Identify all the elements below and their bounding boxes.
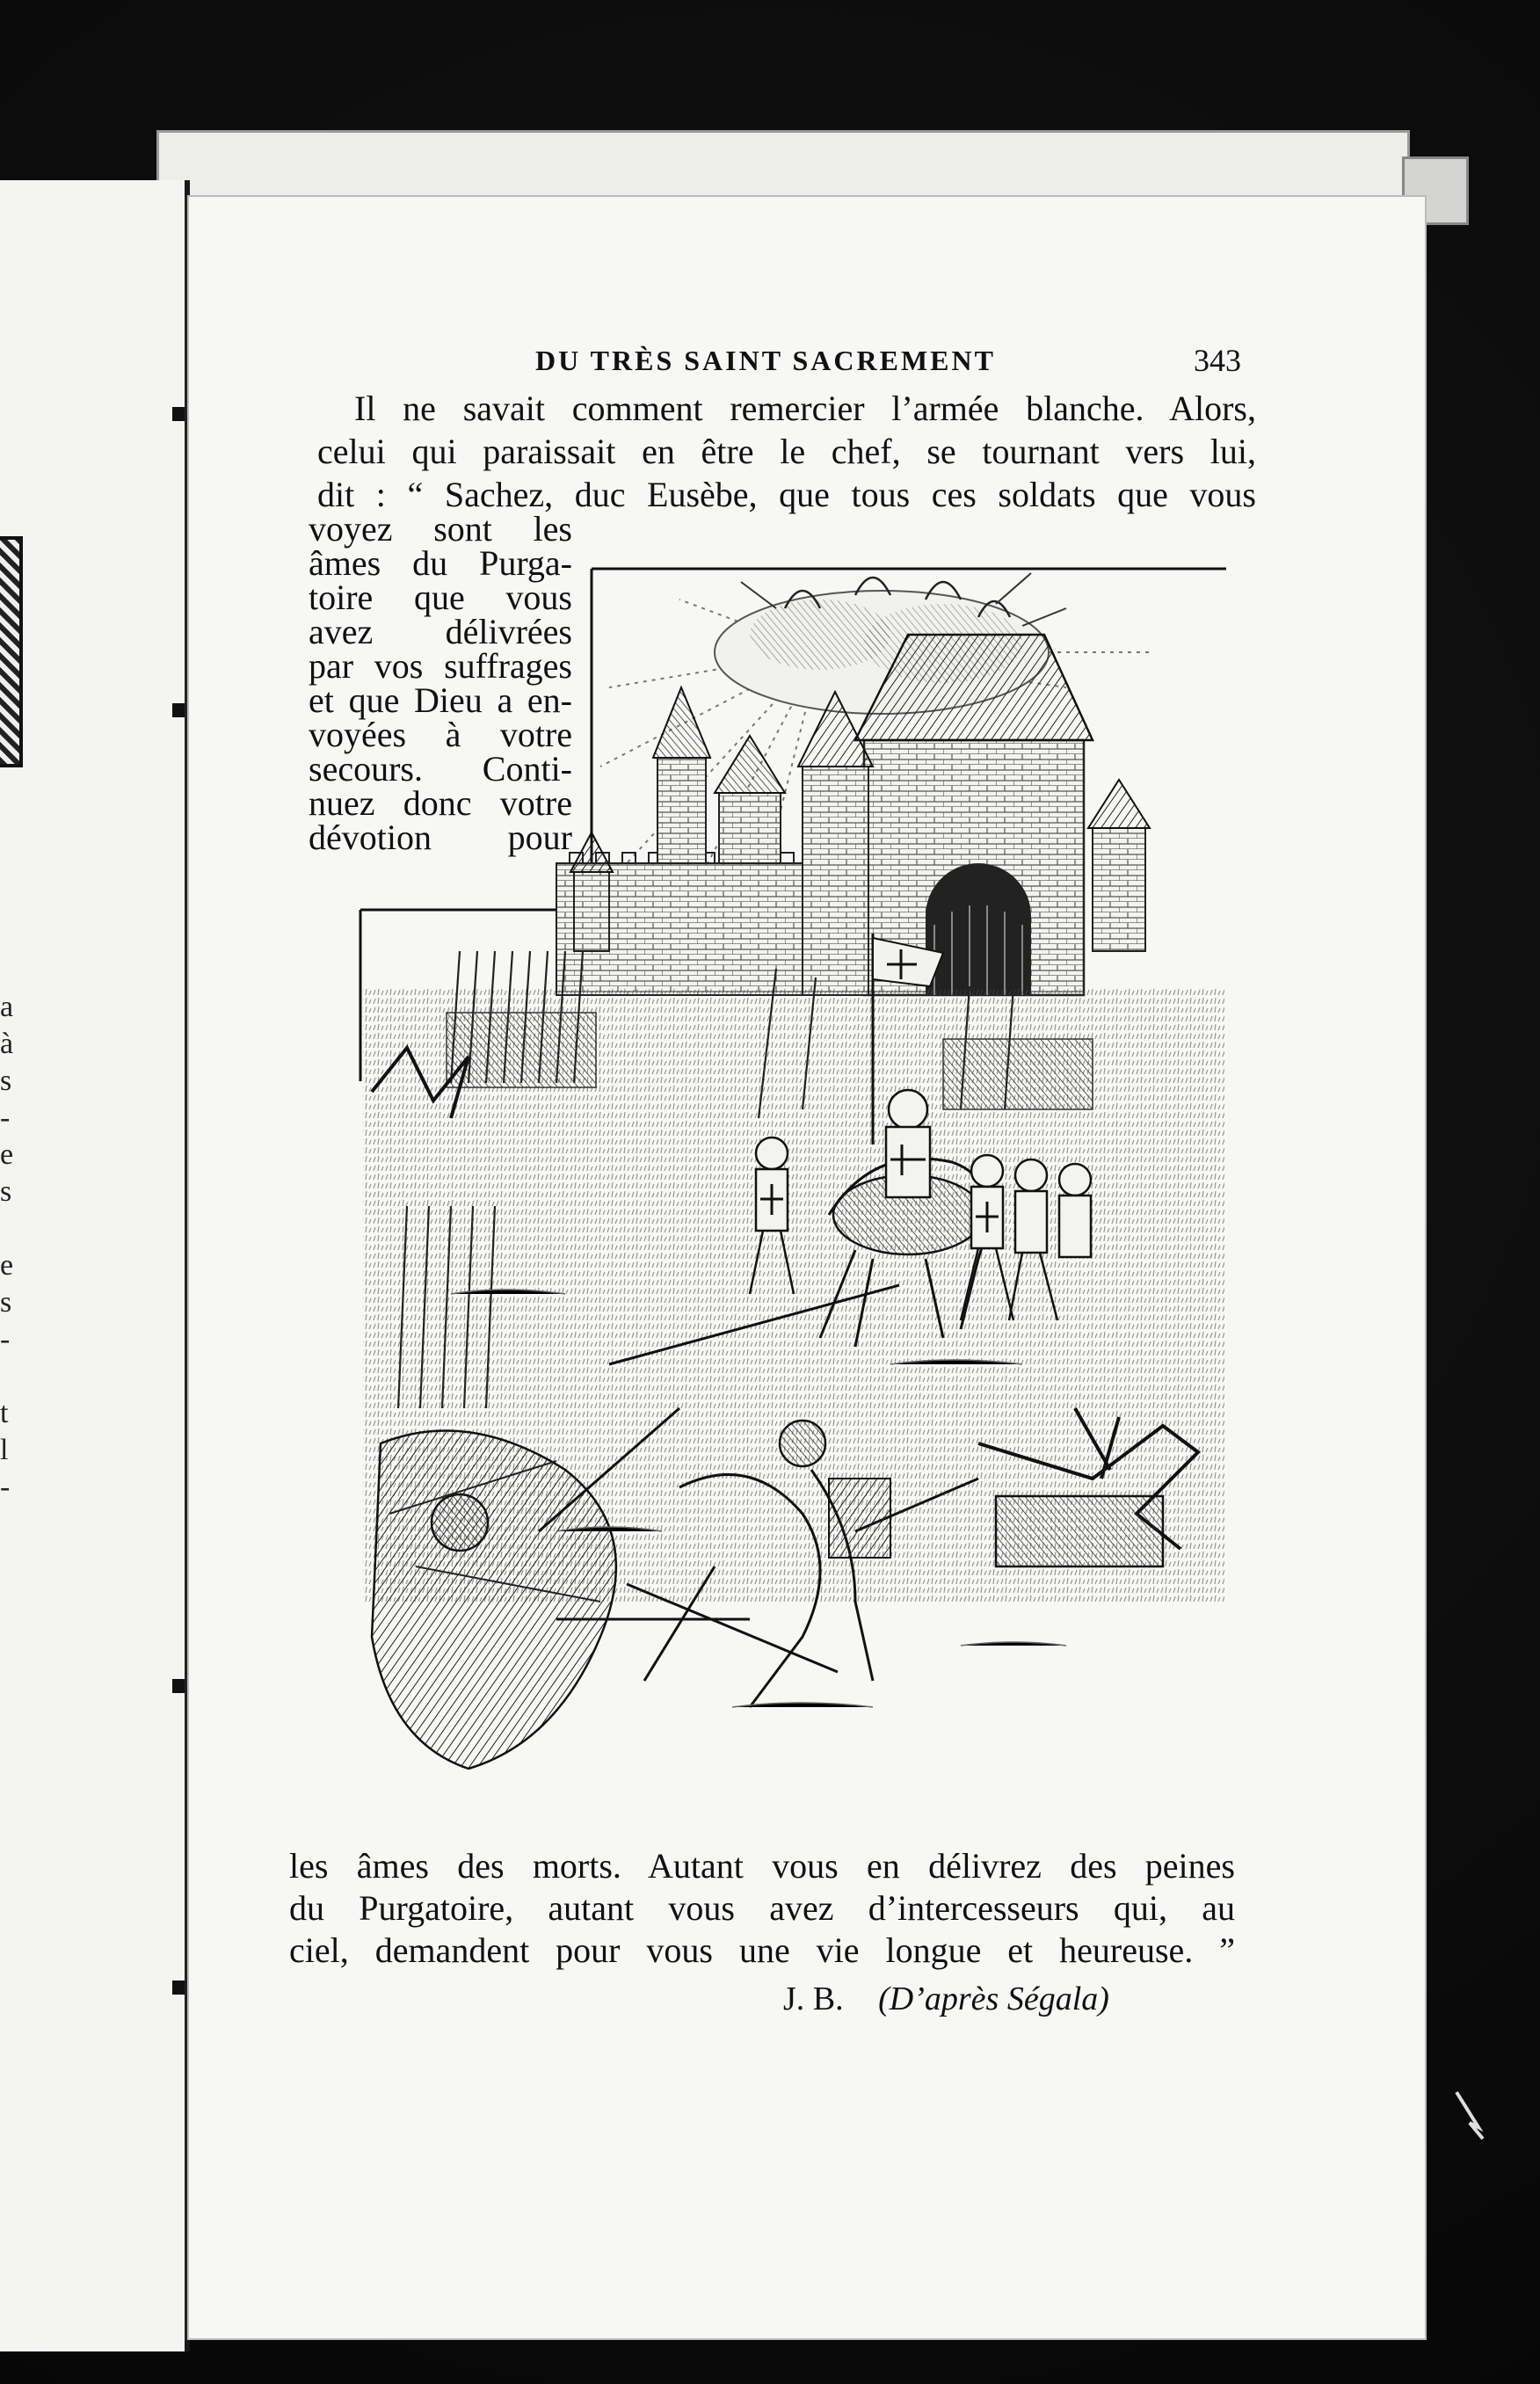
text-line: les âmes des morts. Autant vous en délivrez des peines — [289, 1846, 1235, 1886]
text-line: toire que vous — [309, 578, 572, 617]
text-line: et que Dieu a en- — [309, 680, 572, 720]
text-line: voyez sont les — [309, 509, 572, 549]
battle-engraving-illustration — [187, 195, 1427, 2340]
text-line: nuez donc votre — [309, 783, 572, 823]
text-line: dit : “ Sachez, duc Eusèbe, que tous ces soldats que vous — [317, 475, 1256, 514]
left-page-text-fragment: a à s - e s e s - t l - — [0, 991, 14, 1503]
text-line: dévotion pour — [309, 818, 572, 857]
signature-line — [783, 1980, 1109, 2018]
text-line: par vos suffrages — [309, 646, 572, 686]
paragraph-bottom — [289, 1845, 1235, 1972]
page-number: 343 — [1194, 343, 1241, 378]
running-head: DU TRÈS SAINT SACREMENT — [535, 345, 996, 376]
text-line: celui qui paraissait en être le chef, se tournant vers lui, — [317, 432, 1256, 471]
text-line: secours. Conti- — [309, 749, 572, 789]
author-initials: J. B. — [783, 1981, 844, 2017]
book-page — [185, 195, 1427, 2340]
text-line: âmes du Purga- — [309, 543, 572, 583]
text-line: du Purgatoire, autant vous avez d’intercesseurs qui, au — [289, 1888, 1235, 1928]
text-line: voyées à votre — [309, 715, 572, 754]
text-line: Il ne savait comment remercier l’armée blanche. Alors, — [354, 389, 1256, 428]
left-page — [0, 180, 190, 2351]
page-corner-fleck — [1452, 2088, 1487, 2141]
source-citation: (D’après Ségala) — [878, 1981, 1109, 2017]
text-line: ciel, demandent pour vous une vie longue et heureuse. ” — [289, 1930, 1235, 1970]
ornament-border — [0, 536, 23, 767]
text-line: avez délivrées — [309, 612, 572, 651]
